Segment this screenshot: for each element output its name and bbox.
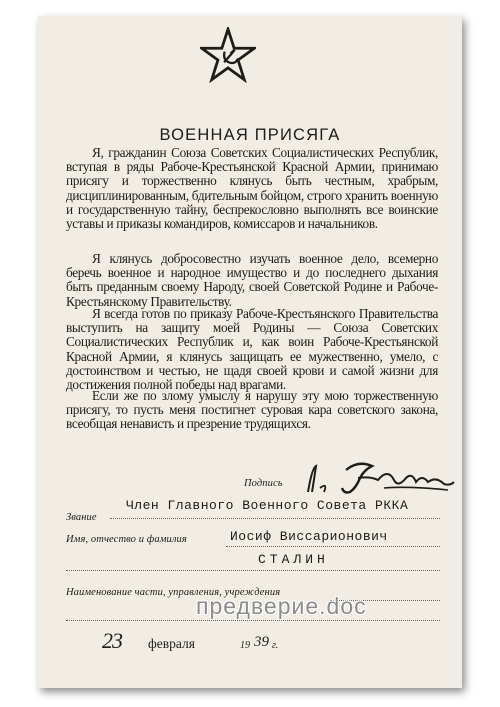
- oath-paragraph-4: Если же по злому умыслу я нарушу эту мою торжественную присягу, то пусть меня постигнет суровая кара советского закона, всеобщая ненависть и презрение трудящихся.: [66, 388, 438, 432]
- unit-field-line-2: [66, 620, 440, 621]
- rank-label: Звание: [66, 512, 97, 523]
- signature-label: Подпись: [244, 478, 283, 489]
- unit-label: Наименование части, управления, учреждения: [66, 587, 281, 598]
- document-title: ВОЕННАЯ ПРИСЯГА: [159, 126, 341, 144]
- rank-value: Член Главного Военного Совета РККА: [126, 498, 409, 513]
- red-star-hammer-sickle-icon: [200, 27, 256, 83]
- oath-paragraph-3: Я всегда готов по приказу Рабоче-Крестьянского Правительства выступить на защиту моей Родины — Союза Советских Социалистических Республик и, как воин Рабоче-Крестьянской Красной Армии, я клянусь защищать ее мужественно, умело, с достоинством и честью, не щадя своей крови и самой жизни для достижения полной победы над врагами.: [66, 306, 438, 393]
- name-field-line: [226, 546, 440, 547]
- date-month: февраля: [148, 636, 195, 651]
- name-value: Иосиф Виссарионович: [230, 529, 388, 544]
- oath-paragraph-1: Я, гражданин Союза Советских Социалистических Республик, вступая в ряды Рабоче-Крестьянской Красной Армии, принимаю присягу и торжественно клянусь быть честным, храбрым, дисциплинированным, бдительным бойцом, строго хранить военную и государственную тайну, беспрекословно выполнять все воинские уставы и приказы командиров, комиссаров и начальников.: [66, 145, 438, 232]
- oath-paragraph-2: Я клянусь добросовестно изучать военное дело, всемерно беречь военное и народное имущество и до последнего дыхания быть преданным своему Народу, своей Советской Родине и Рабоче-Крестьянскому Правительству.: [66, 251, 438, 309]
- watermark: предверие.doc: [196, 593, 367, 619]
- name-label: Имя, отчество и фамилия: [66, 534, 187, 545]
- surname-value: СТАЛИН: [258, 552, 329, 567]
- date-suffix: г.: [272, 640, 279, 651]
- handwritten-signature: [298, 458, 458, 498]
- date-century: 19: [240, 640, 250, 651]
- surname-field-line: [66, 570, 440, 571]
- rank-field-line: [110, 518, 440, 519]
- date-year: 39: [254, 634, 269, 650]
- date-day: 23: [102, 628, 122, 653]
